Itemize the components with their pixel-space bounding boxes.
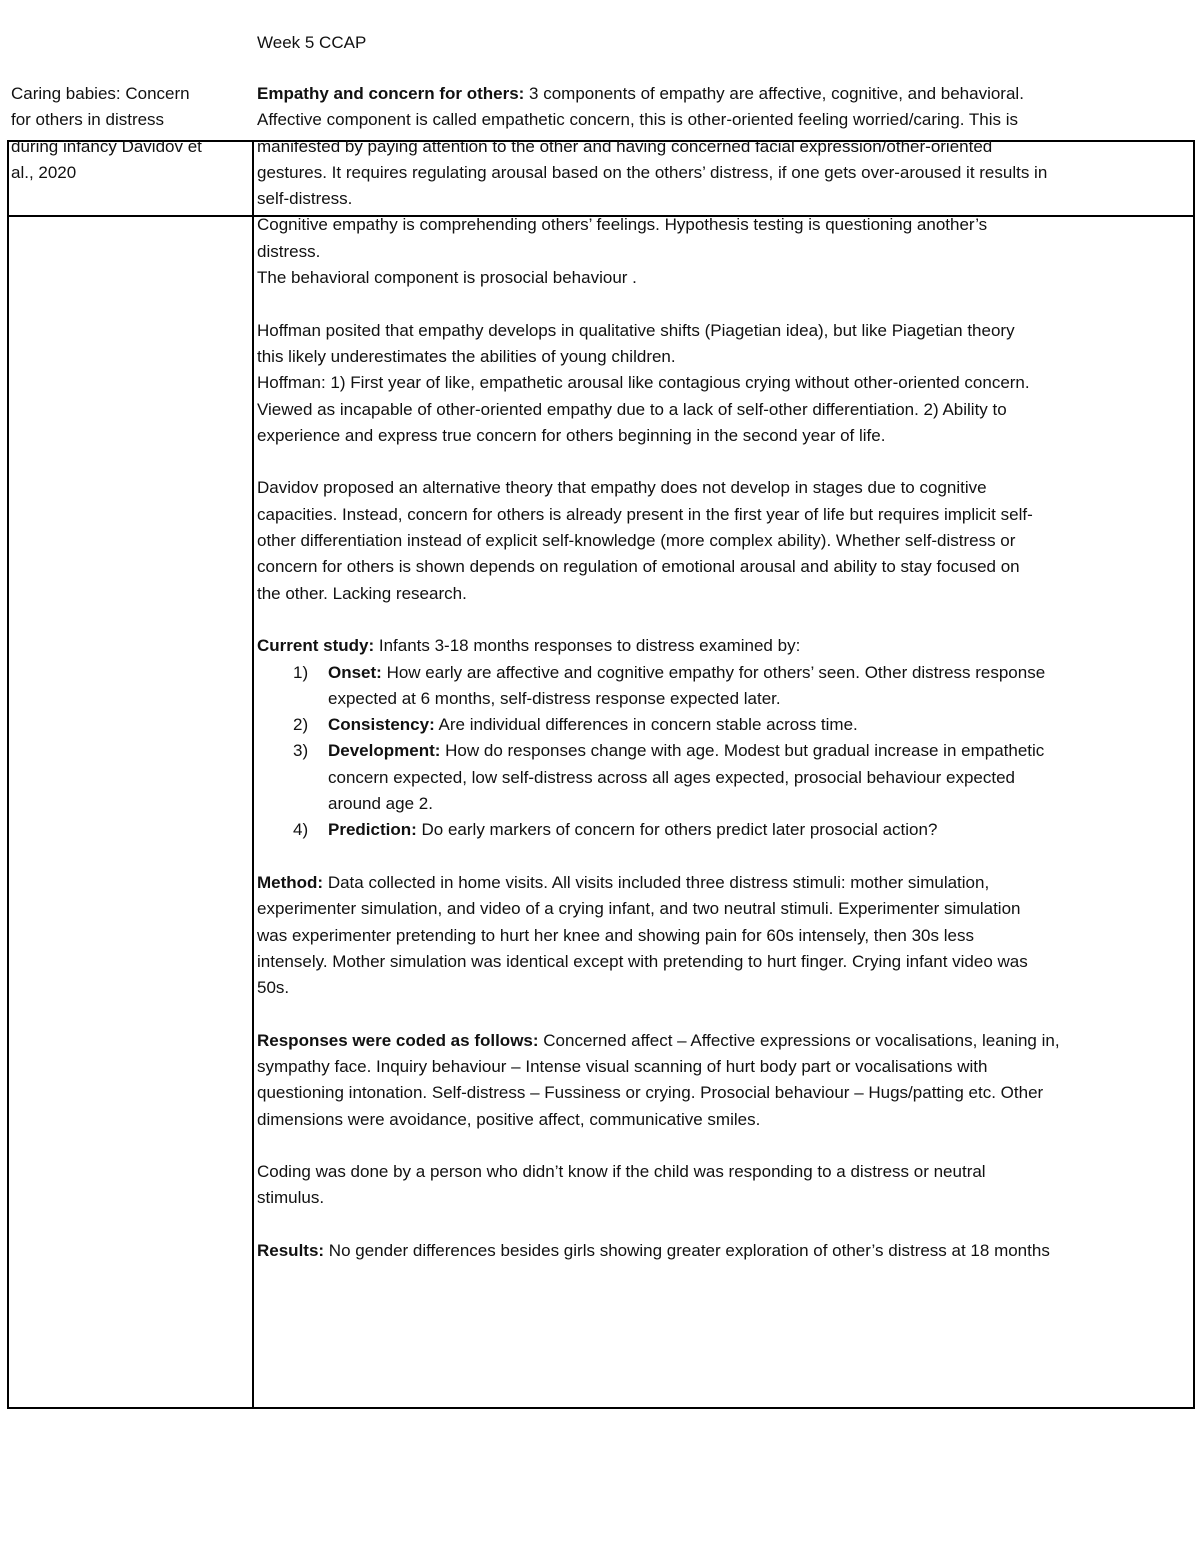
empathy-line: distress.	[257, 241, 321, 261]
results-heading: Results:	[257, 1241, 325, 1261]
method-text: Data collected in home visits. All visits included three distress stimuli: mother simulation,	[323, 872, 990, 892]
blank-line	[257, 449, 1182, 475]
list-item	[257, 738, 1182, 764]
list-item-label: Development:	[328, 741, 441, 761]
empathy-line: The behavioral component is prosocial behaviour .	[257, 268, 637, 288]
list-number: 1)	[293, 662, 309, 682]
list-item-text: How do responses change with age. Modest but gradual increase in empathetic	[440, 741, 1045, 761]
method-line: 50s.	[257, 978, 290, 998]
reference-line: for others in distress	[11, 110, 165, 130]
davidov-line: other differentiation instead of explicit self-knowledge (more complex ability). Whether self-distress or	[257, 531, 1016, 551]
empathy-text: 3 components of empathy are affective, cognitive, and behavioral.	[524, 84, 1024, 103]
list-item-continuation: expected at 6 months, self-distress response expected later.	[328, 688, 781, 708]
empathy-heading: Empathy and concern for others:	[257, 84, 525, 103]
list-item-continuation: around age 2.	[328, 794, 433, 814]
empathy-line: manifested by paying attention to the other and having concerned facial expression/other-oriented	[257, 136, 993, 156]
coding-line: stimulus.	[257, 1188, 325, 1208]
responses-line	[257, 1028, 1182, 1054]
current-study-intro: Infants 3-18 months responses to distress examined by:	[374, 636, 801, 656]
method-heading: Method:	[257, 872, 324, 892]
current-study-line	[257, 633, 1182, 659]
current-study-heading: Current study:	[257, 636, 375, 656]
empathy-line: self-distress.	[257, 189, 353, 209]
results-text: No gender differences besides girls showing greater exploration of other’s distress at 18 months	[324, 1241, 1050, 1261]
blank-line	[257, 1133, 1182, 1159]
hoffman-line: Viewed as incapable of other-oriented empathy due to a lack of self-other differentiation. 2) Ability to	[257, 399, 1007, 419]
empathy-line: gestures. It requires regulating arousal based on the others’ distress, if one gets over-aroused it results in	[257, 162, 1048, 182]
method-line: experimenter simulation, and video of a crying infant, and two neutral stimuli. Experimenter simulation	[257, 899, 1021, 919]
list-item	[257, 712, 1182, 738]
blank-line	[257, 607, 1182, 633]
davidov-line: Davidov proposed an alternative theory that empathy does not develop in stages due to cognitive	[257, 478, 987, 498]
empathy-line	[257, 81, 1182, 107]
reference-line: al., 2020	[11, 162, 77, 182]
empathy-line: Cognitive empathy is comprehending others’ feelings. Hypothesis testing is questioning another’s	[257, 215, 988, 235]
coding-line: Coding was done by a person who didn’t know if the child was responding to a distress or neutral	[257, 1162, 986, 1182]
davidov-line: capacities. Instead, concern for others is already present in the first year of life but requires implicit self-	[257, 504, 1033, 524]
list-number: 4)	[293, 820, 309, 840]
results-line	[257, 1238, 1182, 1264]
hoffman-line: Hoffman: 1) First year of like, empathetic arousal like contagious crying without other-oriented concern.	[257, 373, 1030, 393]
reference-line: Caring babies: Concern	[11, 84, 190, 103]
list-item-label: Prediction:	[328, 820, 417, 840]
list-item-text: Are individual differences in concern stable across time.	[434, 715, 858, 735]
column-divider	[252, 142, 254, 1407]
notes-cell	[257, 81, 1182, 1264]
list-item-label: Consistency:	[328, 715, 435, 735]
method-line: intensely. Mother simulation was identical except with pretending to hurt finger. Crying infant video was	[257, 951, 1028, 971]
blank-line	[257, 844, 1182, 870]
responses-text: Concerned affect – Affective expressions or vocalisations, leaning in,	[538, 1030, 1060, 1050]
list-item-label: Onset:	[328, 662, 382, 682]
list-number: 3)	[293, 741, 309, 761]
method-line	[257, 870, 1182, 896]
blank-line	[257, 1001, 1182, 1027]
list-number: 2)	[293, 715, 309, 735]
responses-line: dimensions were avoidance, positive affect, communicative smiles.	[257, 1109, 761, 1129]
empathy-line: Affective component is called empathetic concern, this is other-oriented feeling worried/caring. This is	[257, 110, 1018, 130]
davidov-line: concern for others is shown depends on regulation of emotional arousal and ability to stay focused on	[257, 557, 1020, 577]
list-item-text: Do early markers of concern for others predict later prosocial action?	[416, 820, 938, 840]
reference-line: during infancy Davidov et	[11, 136, 202, 156]
list-item	[257, 660, 1182, 686]
blank-line	[257, 291, 1182, 317]
responses-heading: Responses were coded as follows:	[257, 1030, 539, 1050]
header-title: Week 5 CCAP	[257, 33, 367, 52]
responses-line: questioning intonation. Self-distress – Fussiness or crying. Prosocial behaviour – Hugs/patting etc. Other	[257, 1083, 1044, 1103]
list-item-text: How early are affective and cognitive empathy for others’ seen. Other distress response	[381, 662, 1046, 682]
reference-cell	[11, 81, 202, 186]
list-item	[257, 817, 1182, 843]
davidov-line: the other. Lacking research.	[257, 583, 467, 603]
responses-line: sympathy face. Inquiry behaviour – Intense visual scanning of hurt body part or vocalisations with	[257, 1056, 988, 1076]
blank-line	[257, 1212, 1182, 1238]
hoffman-line: this likely underestimates the abilities of young children.	[257, 346, 676, 366]
hoffman-line: Hoffman posited that empathy develops in qualitative shifts (Piagetian idea), but like Piagetian theory	[257, 320, 1015, 340]
list-item-continuation: concern expected, low self-distress across all ages expected, prosocial behaviour expected	[328, 767, 1015, 787]
method-line: was experimenter pretending to hurt her knee and showing pain for 60s intensely, then 30s less	[257, 925, 974, 945]
hoffman-line: experience and express true concern for others beginning in the second year of life.	[257, 425, 886, 445]
